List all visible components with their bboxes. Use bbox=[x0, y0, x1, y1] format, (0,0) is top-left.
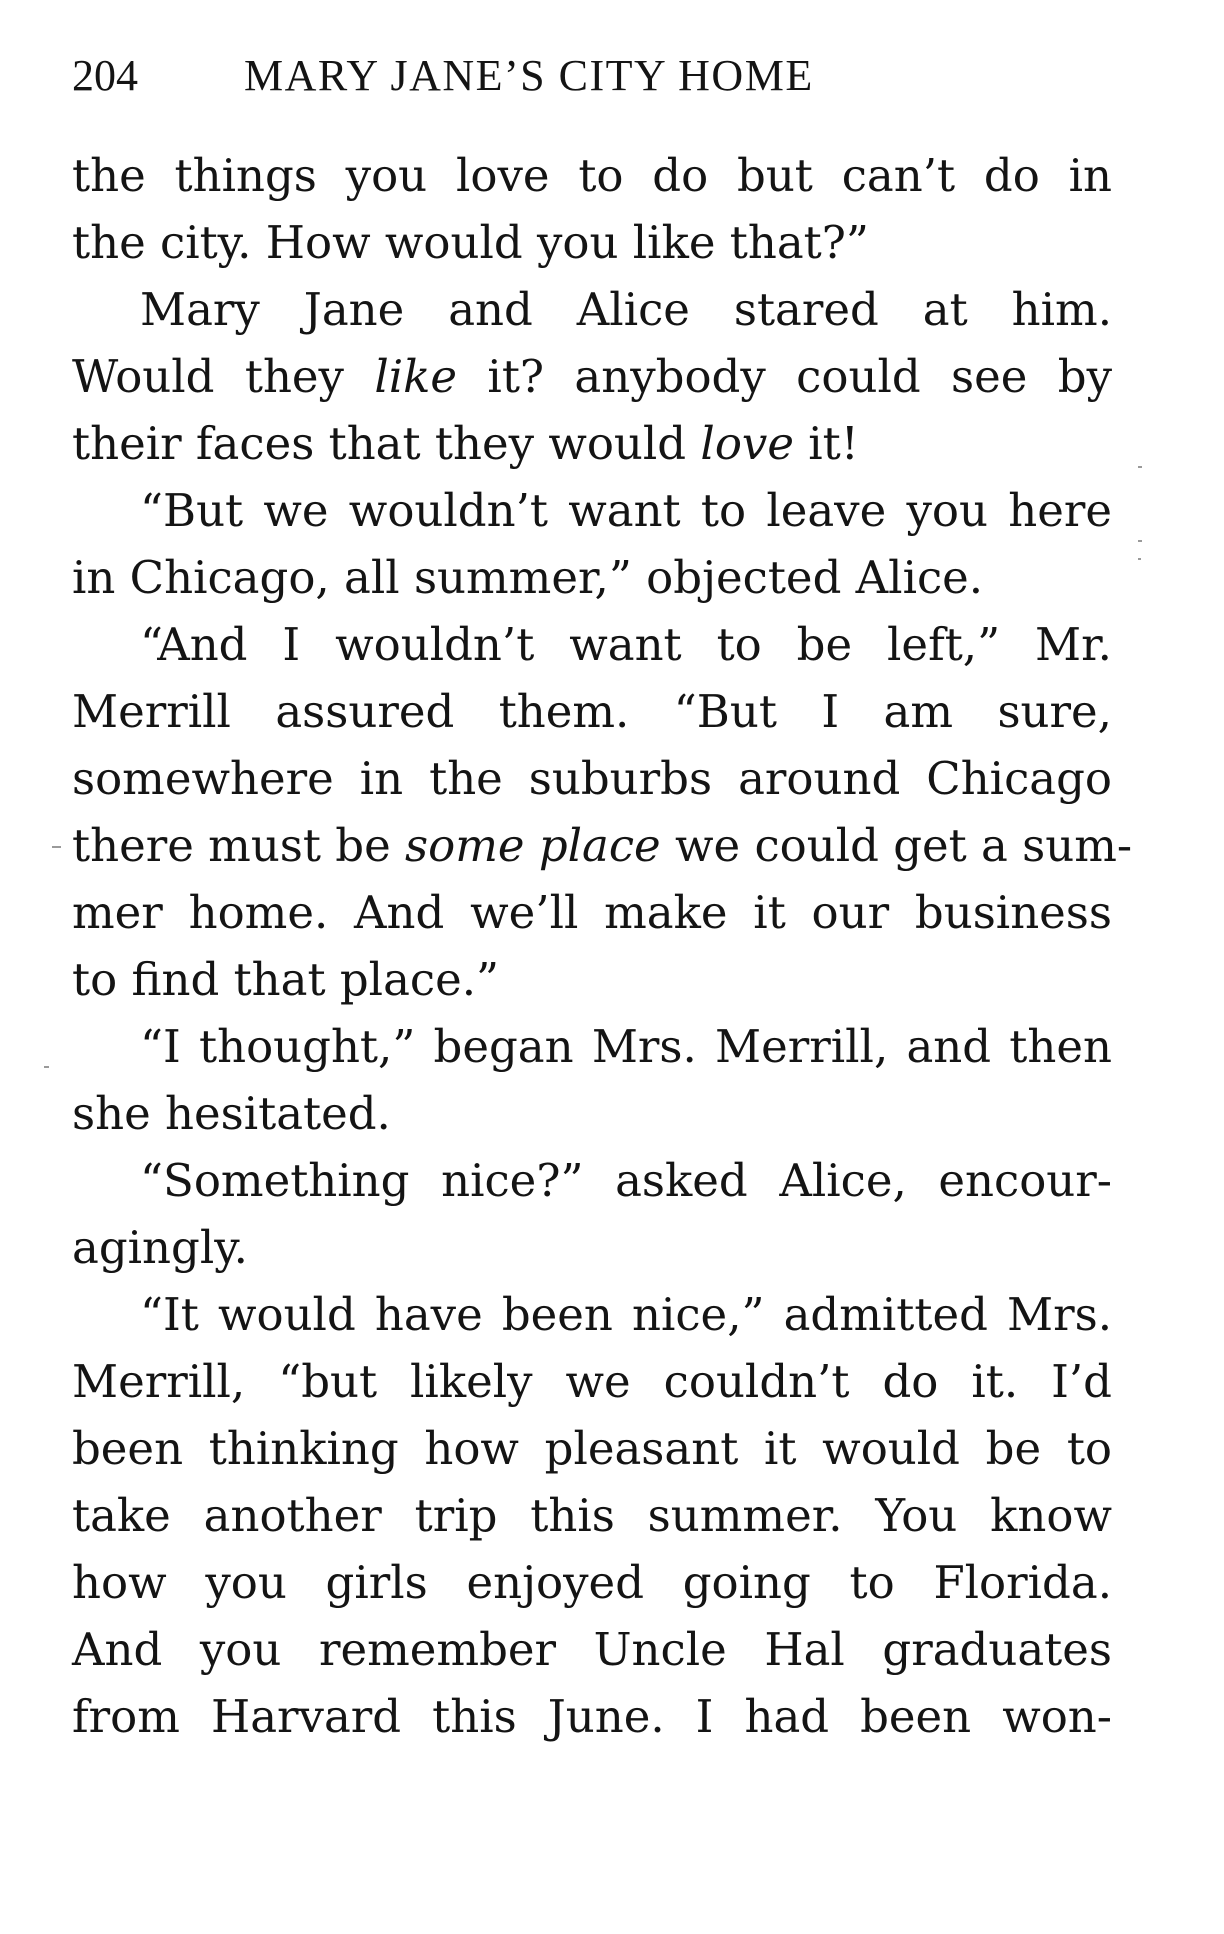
text-line bbox=[72, 1549, 1112, 1616]
text-line bbox=[72, 1683, 1112, 1750]
text-segment: we could get a sum- bbox=[660, 819, 1133, 872]
text-line bbox=[72, 544, 1112, 611]
text-segment: mer home. And we’ll make it our business bbox=[72, 886, 1112, 939]
italic-phrase: some place bbox=[405, 819, 661, 872]
text-line bbox=[72, 812, 1133, 879]
text-line bbox=[72, 946, 1112, 1013]
text-segment: “I thought,” began Mrs. Merrill, and then bbox=[140, 1020, 1112, 1073]
text-line bbox=[72, 1214, 1112, 1281]
text-segment: she hesitated. bbox=[72, 1087, 391, 1140]
text-segment: Merrill, “but likely we couldn’t do it. I’d bbox=[72, 1355, 1112, 1408]
text-segment: agingly. bbox=[72, 1221, 248, 1274]
page-number: 204 bbox=[72, 51, 138, 100]
margin-mark bbox=[44, 1066, 49, 1068]
text-segment: “But we wouldn’t want to leave you here bbox=[140, 484, 1112, 537]
text-line bbox=[72, 209, 1112, 276]
text-segment: been thinking how pleasant it would be to bbox=[72, 1422, 1112, 1475]
text-line bbox=[72, 1080, 1112, 1147]
margin-mark bbox=[1138, 540, 1142, 542]
text-segment: “It would have been nice,” admitted Mrs. bbox=[140, 1288, 1112, 1341]
text-segment: take another trip this summer. You know bbox=[72, 1489, 1112, 1542]
body-text bbox=[72, 142, 1133, 1750]
text-line bbox=[72, 410, 1112, 477]
text-line bbox=[72, 745, 1112, 812]
text-line bbox=[72, 1616, 1112, 1683]
text-segment: “And I wouldn’t want to be left,” Mr. bbox=[140, 618, 1112, 671]
text-line bbox=[72, 1013, 1112, 1080]
text-segment: somewhere in the suburbs around Chicago bbox=[72, 752, 1112, 805]
text-segment: to find that place.” bbox=[72, 953, 500, 1006]
text-segment: the city. How would you like that?” bbox=[72, 216, 869, 269]
text-segment: Mary Jane and Alice stared at him. bbox=[140, 283, 1112, 336]
text-segment: Would they bbox=[72, 350, 375, 403]
text-segment: how you girls enjoyed going to Florida. bbox=[72, 1556, 1112, 1609]
page-header bbox=[72, 46, 1112, 106]
text-line bbox=[72, 611, 1112, 678]
italic-phrase: like bbox=[374, 350, 458, 403]
text-line bbox=[72, 1415, 1112, 1482]
text-line bbox=[72, 879, 1112, 946]
text-line bbox=[72, 1281, 1112, 1348]
text-line bbox=[72, 477, 1112, 544]
text-segment: from Harvard this June. I had been won- bbox=[72, 1690, 1112, 1743]
text-segment: Merrill assured them. “But I am sure, bbox=[72, 685, 1112, 738]
text-line bbox=[72, 276, 1112, 343]
margin-mark bbox=[52, 846, 61, 848]
text-segment: the things you love to do but can’t do in bbox=[72, 149, 1112, 202]
text-segment: in Chicago, all summer,” objected Alice. bbox=[72, 551, 984, 604]
text-segment: it? anybody could see by bbox=[457, 350, 1112, 403]
text-line bbox=[72, 1147, 1112, 1214]
text-segment: it! bbox=[793, 417, 859, 470]
text-segment: there must be bbox=[72, 819, 406, 872]
italic-phrase: love bbox=[700, 417, 794, 470]
text-segment: their faces that they would bbox=[72, 417, 701, 470]
margin-mark bbox=[1138, 466, 1142, 468]
text-line bbox=[72, 1482, 1112, 1549]
text-segment: “Something nice?” asked Alice, encour- bbox=[140, 1154, 1112, 1207]
text-segment: And you remember Uncle Hal graduates bbox=[72, 1623, 1112, 1676]
text-line bbox=[72, 678, 1112, 745]
margin-mark bbox=[1138, 558, 1141, 560]
running-head: MARY JANE’S CITY HOME bbox=[244, 51, 814, 100]
text-line bbox=[72, 142, 1112, 209]
text-line bbox=[72, 1348, 1112, 1415]
text-line bbox=[72, 343, 1112, 410]
